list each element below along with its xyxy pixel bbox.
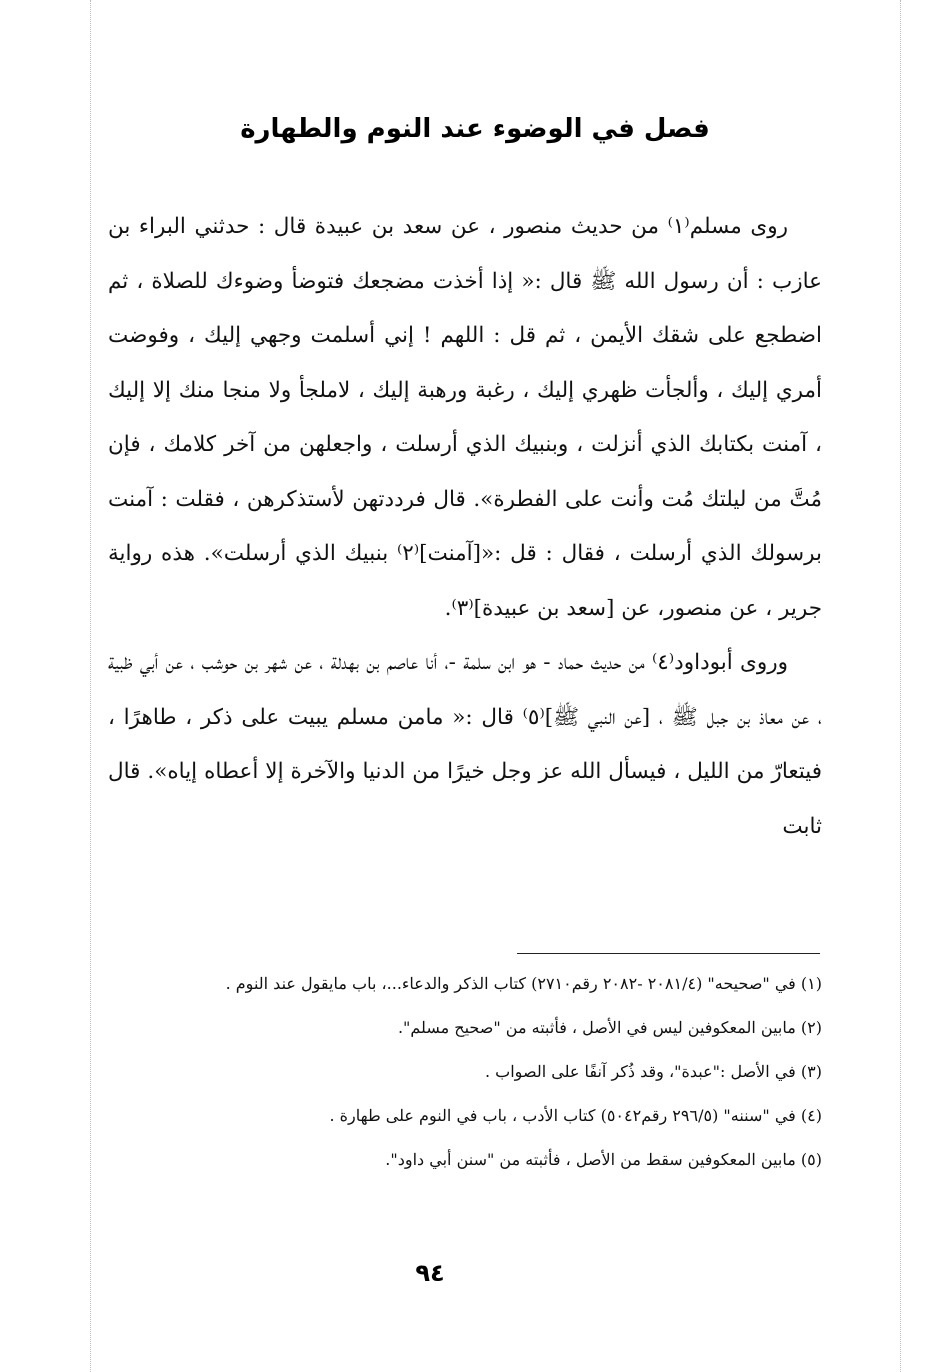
- footnote-1: (١) في "صحيحه" (٢٠٨١/٤ -٢٠٨٢ رقم٢٧١٠) كتاب الذكر والدعاء...، باب مايقول عند النوم .: [225, 974, 822, 993]
- footnote-2: (٢) مابين المعكوفين ليس في الأصل ، فأثبته من "صحيح مسلم".: [397, 1018, 822, 1037]
- paragraph: وروى أبوداود⁽٤⁾ من حديث حماد - هو ابن سلمة -، أنا عاصم بن بهدلة ، عن شهر بن حوشب ، عن أبي ظبية ، عن معاذ بن جبل ﷺ ، [عن النبي ﷺ]⁽٥⁾ قال :« مامن مسلم يبيت على ذكر ، طاهرًا ، فيتعارّ من الليل ، فيسأل الله عز وجل خيرًا من الدنيا والآخرة إلا أعطاه إياه». قال ثابت: [108, 650, 822, 839]
- main-text: [108, 200, 822, 854]
- chapter-title: فصل في الوضوء عند النوم والطهارة: [240, 114, 710, 145]
- footnote-3: (٣) في الأصل :"عبدة"، وقد ذُكر آنفًا على الصواب .: [485, 1062, 822, 1081]
- page-number: ٩٤: [415, 1259, 445, 1287]
- paragraph: روى مسلم⁽١⁾ من حديث منصور ، عن سعد بن عبيدة قال : حدثني البراء بن عازب : أن رسول الله ﷺ قال :« إذا أخذت مضجعك فتوضأ وضوءك للصلاة ، ثم اضطجع على شقك الأيمن ، ثم قل : اللهم ! إني أسلمت وجهي إليك ، وفوضت أمري إليك ، وألجأت ظهري إليك ، رغبة ورهبة إليك ، لاملجأ ولا منجا منك إلا إليك ، آمنت بكتابك الذي أنزلت ، وبنبيك الذي أرسلت ، واجعلهن من آخر كلامك ، فإن مُتَّ من ليلتك مُت وأنت على الفطرة». قال فرددتهن لأستذكرهن ، فقلت : آمنت برسولك الذي أرسلت ، فقال : قل :«[آمنت]⁽٢⁾ بنبيك الذي أرسلت». هذه رواية جرير ، عن منصور، عن [سعد بن عبيدة]⁽٣⁾.: [108, 214, 823, 621]
- footnotes: [110, 962, 822, 1182]
- margin-guide-right: [900, 0, 901, 1372]
- footnote-4: (٤) في "سننه" (٢٩٦/٥ رقم٥٠٤٢) كتاب الأدب ، باب في النوم على طهارة .: [329, 1106, 822, 1125]
- footnote-5: (٥) مابين المعكوفين سقط من الأصل ، فأثبته من "سنن أبي داود".: [385, 1150, 822, 1169]
- footnote-separator: [517, 953, 820, 954]
- margin-guide-left: [90, 0, 91, 1372]
